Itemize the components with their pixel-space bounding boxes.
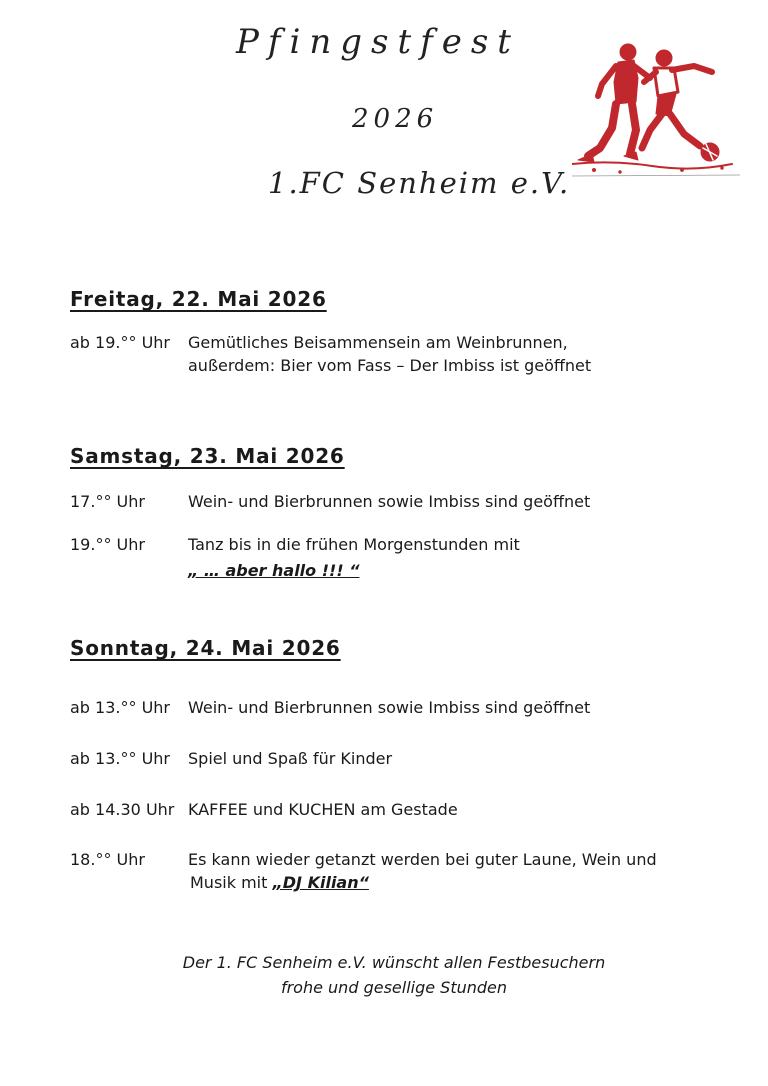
football-players-icon [572,38,740,178]
entry-text: Es kann wieder getanzt werden bei guter Laune, Wein und [188,850,657,869]
entry-time: 18.°° Uhr [70,850,145,869]
entry-text-continued [190,872,369,894]
event-title: Pfingstfest [236,22,520,62]
day-heading: Freitag, 22. Mai 2026 [70,287,327,311]
entry-text-prefix: Musik mit [190,873,273,892]
entry-time: 17.°° Uhr [70,492,145,511]
band-name: „ … aber hallo !!! “ [188,561,360,580]
club-name: 1.FC Senheim e.V. [268,166,571,200]
closing-message [0,950,768,1000]
day-heading: Sonntag, 24. Mai 2026 [70,636,341,660]
entry-text-continued: außerdem: Bier vom Fass – Der Imbiss ist geöffnet [188,356,592,375]
day-heading: Samstag, 23. Mai 2026 [70,444,345,468]
entry-time: 19.°° Uhr [70,535,145,554]
entry-text: Wein- und Bierbrunnen sowie Imbiss sind geöffnet [188,492,591,511]
entry-time: ab 13.°° Uhr [70,698,171,717]
dj-name: „DJ Kilian“ [272,873,369,892]
entry-text: Wein- und Bierbrunnen sowie Imbiss sind geöffnet [188,698,591,717]
closing-line-2: frohe und gesellige Stunden [280,978,508,997]
entry-time: ab 13.°° Uhr [70,749,171,768]
entry-text: Spiel und Spaß für Kinder [188,749,393,768]
event-year: 2026 [352,104,439,134]
entry-time: ab 14.30 Uhr [70,800,175,819]
entry-text: Gemütliches Beisammensein am Weinbrunnen, [188,333,568,352]
entry-time: ab 19.°° Uhr [70,333,171,352]
entry-text: Tanz bis in die frühen Morgenstunden mit [188,535,520,554]
entry-text: KAFFEE und KUCHEN am Gestade [188,800,458,819]
closing-line-1: Der 1. FC Senheim e.V. wünscht allen Festbesuchern [182,953,606,972]
